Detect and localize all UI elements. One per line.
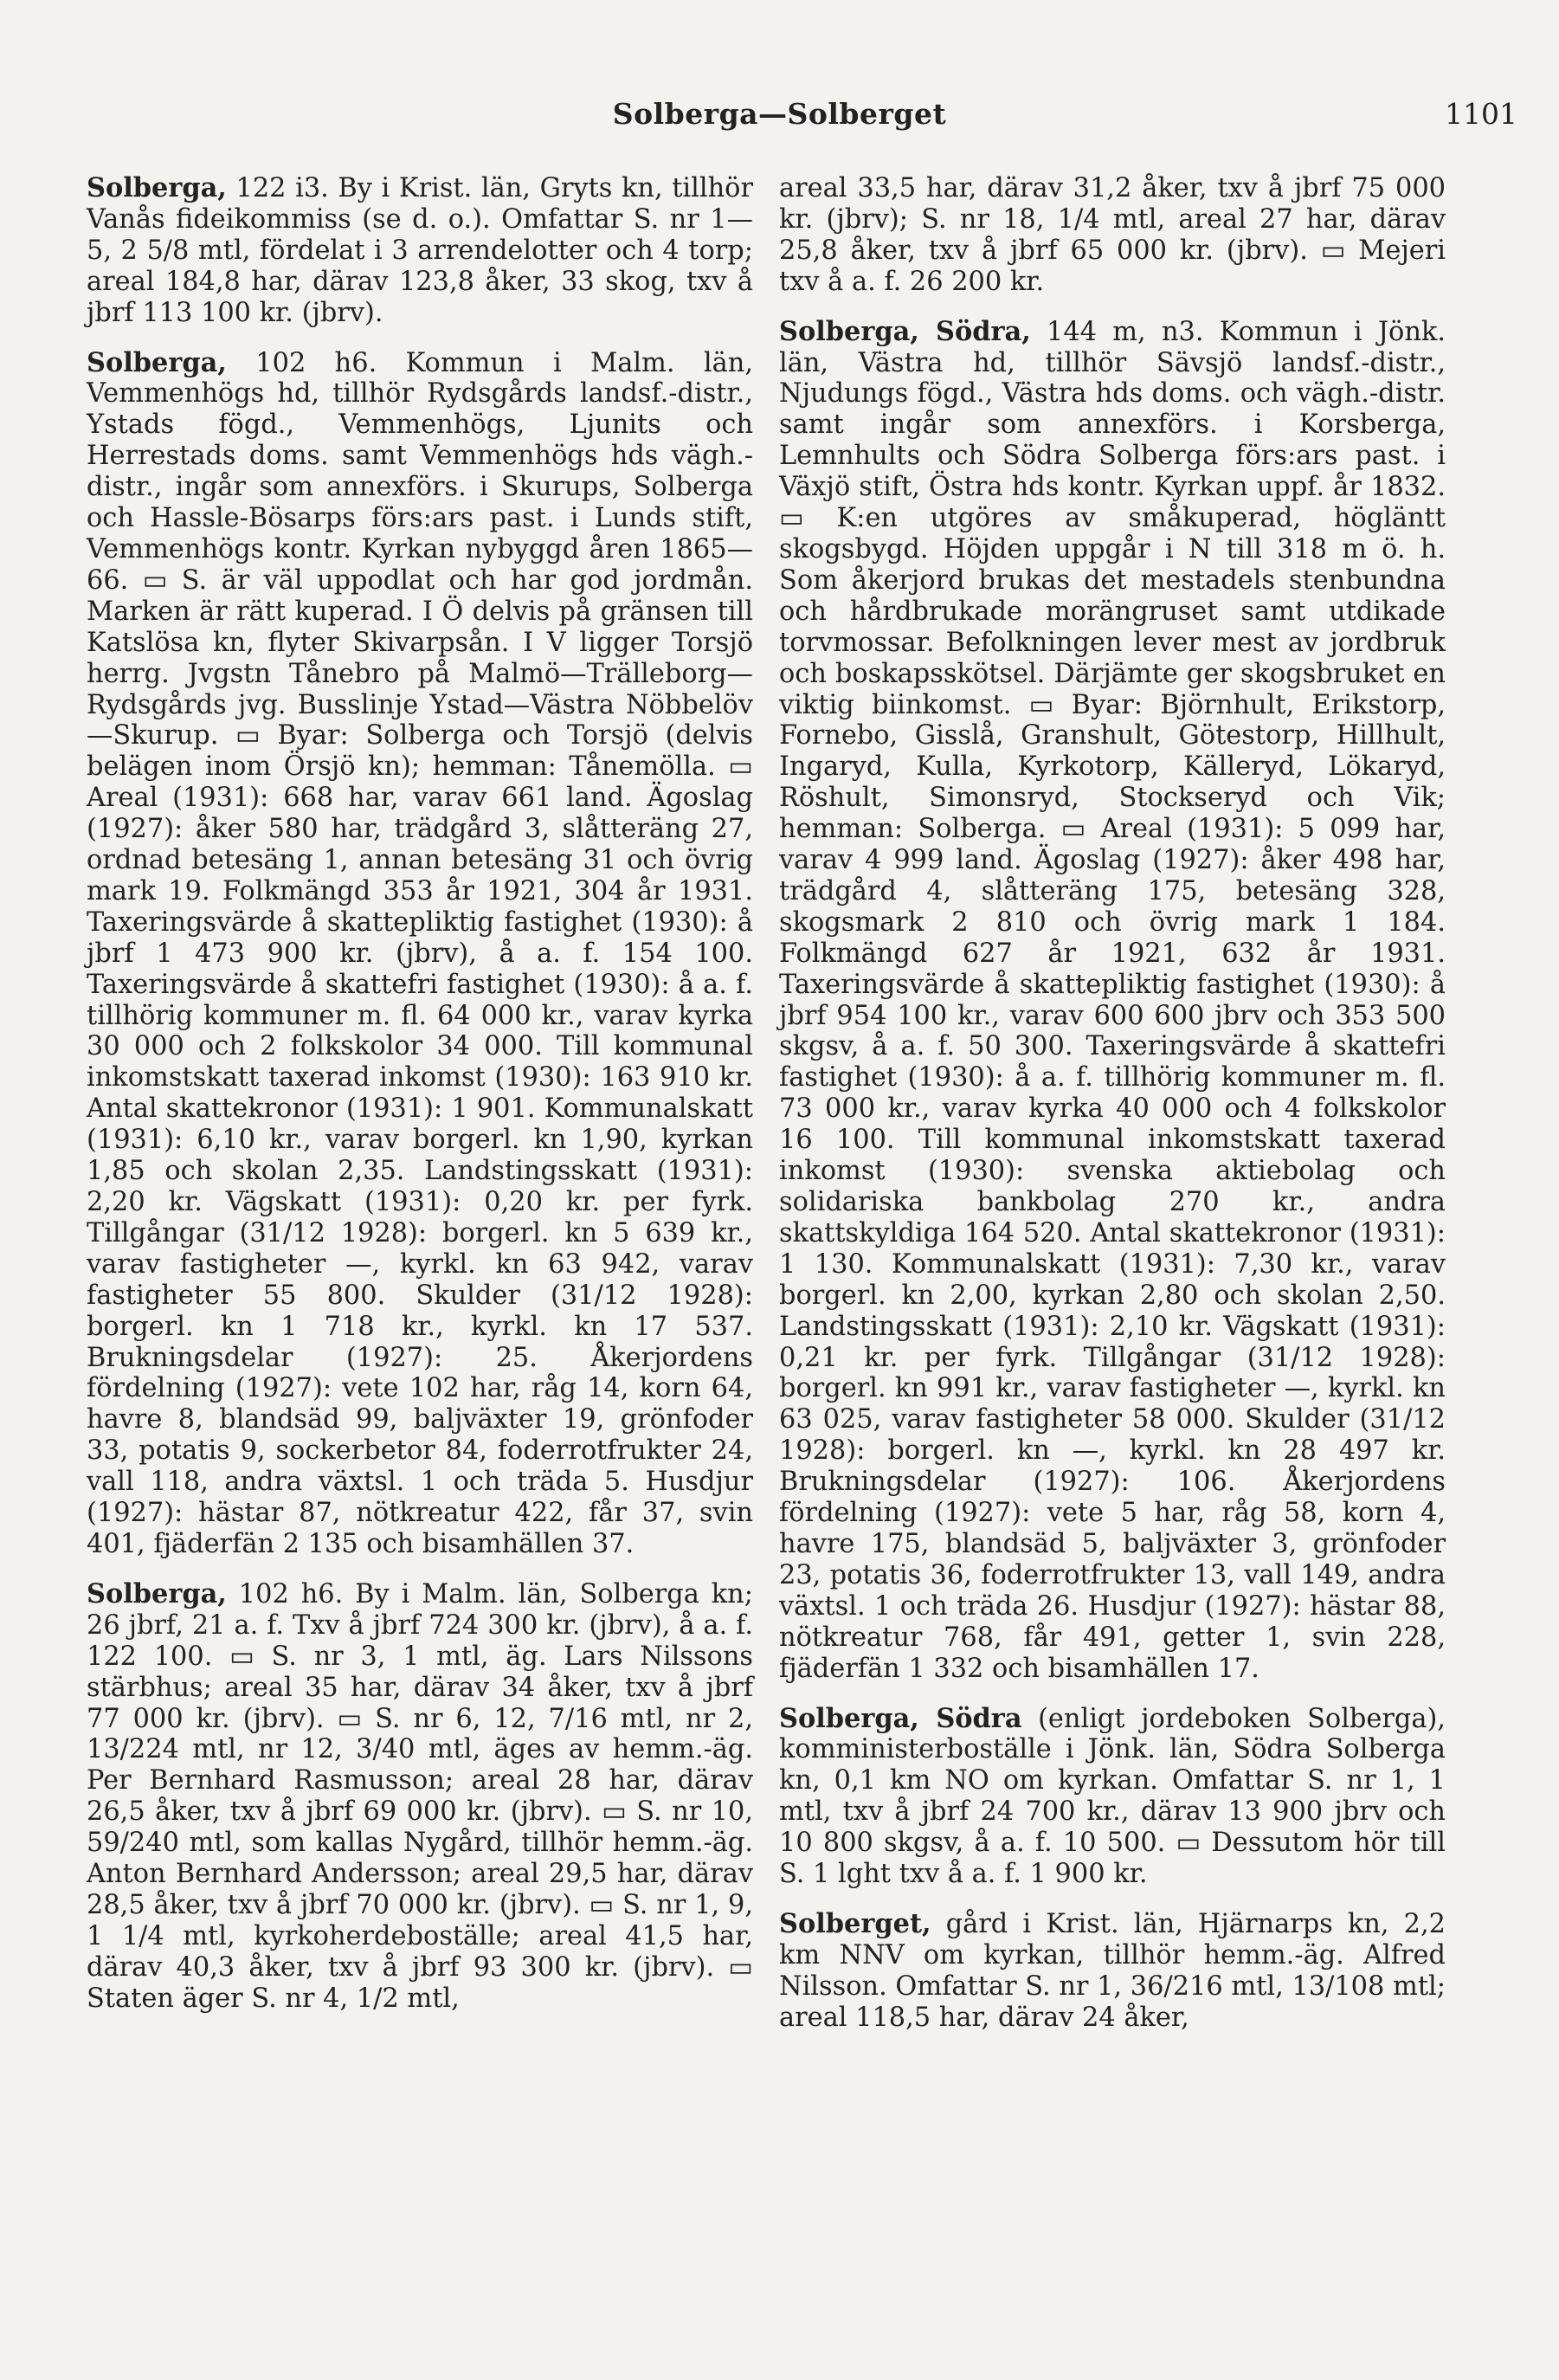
page-header xyxy=(0,97,1559,140)
entry-headword: Solberga, xyxy=(87,1577,227,1609)
running-title: Solberga—Solberget xyxy=(612,97,947,131)
entry-headword: Solberga, Södra, xyxy=(779,315,1031,347)
entry xyxy=(779,1909,1446,2034)
entry xyxy=(779,173,1446,298)
entry-text: 102 h6. Kommun i Malm. län, Vemmenhögs hd, tillhör Rydsgårds landsf.-distr., Ystads fögd., Vemmenhögs, Ljunits och Herrestads doms. samt Vemmenhögs hds vägh.-distr., ingår som annexförs. i Skurups, Solberga och Hassle-Bösarps förs:ars past. i Lunds stift, Vemmenhögs kontr. Kyrkan nybyggd åren 1865—66. ▭ S. är väl uppodlat och har god jordmån. Marken är rätt kuperad. I Ö delvis på gränsen till Katslösa kn, flyter Skivarpsån. I V ligger Torsjö herrg. Jvgstn Tånebro på Malmö—Trälleborg—Rydsgårds jvg. Busslinje Ystad—Västra Nöbbelöv—Skurup. ▭ Byar: Solberga och Torsjö (delvis belägen inom Örsjö kn); hemman: Tånemölla. ▭ Areal (1931): 668 har, varav 661 land. Ägoslag (1927): åker 580 har, trädgård 3, slåtteräng 27, ordnad betesäng 1, annan betesäng 31 och övrig mark 19. Folkmängd 353 år 1921, 304 år 1931. Taxeringsvärde å skattepliktig fastighet (1930): å jbrf 1 473 900 kr. (jbrv), å a. f. 154 100. Taxeringsvärde å skattefri fastighet (1930): å a. f. tillhörig kommuner m. fl. 64 000 kr., varav kyrka 30 000 och 2 folkskolor 34 000. Till kommunal inkomstskatt taxerad inkomst (1930): 163 910 kr. Antal skattekronor (1931): 1 901. Kommunalskatt (1931): 6,10 kr., varav borgerl. kn 1,90, kyrkan 1,85 och skolan 2,35. Landstingsskatt (1931): 2,20 kr. Vägskatt (1931): 0,20 kr. per fyrk. Tillgångar (31/12 1928): borgerl. kn 5 639 kr., varav fastigheter —, kyrkl. kn 63 942, varav fastigheter 55 800. Skulder (31/12 1928): borgerl. kn 1 718 kr., kyrkl. kn 17 537. Brukningsdelar (1927): 25. Åkerjordens fördelning (1927): vete 102 har, råg 14, korn 64, havre 8, blandsäd 99, baljväxter 19, grönfoder 33, potatis 9, sockerbetor 84, foderrotfrukter 24, vall 118, andra växtsl. 1 och träda 5. Husdjur (1927): hästar 87, nötkreatur 422, får 37, svin 401, fjäderfän 2 135 och bisamhällen 37. xyxy=(87,347,753,1559)
left-column xyxy=(87,173,753,2034)
entry xyxy=(87,1579,753,2015)
entry-text: areal 33,5 har, därav 31,2 åker, txv å jbrf 75 000 kr. (jbrv); S. nr 18, 1/4 mtl, areal 27 har, därav 25,8 åker, txv å jbrf 65 000 kr. (jbrv). ▭ Mejeri txv å a. f. 26 200 kr. xyxy=(779,173,1446,297)
entry-text: gård i Krist. län, Hjärnarps kn, 2,2 km NNV om kyrkan, tillhör hemm.-äg. Alfred Nilsson. Omfattar S. nr 1, 36/216 mtl, 13/108 mtl; areal 118,5 har, därav 24 åker, xyxy=(779,1908,1446,2033)
entry xyxy=(779,317,1446,1685)
entry-text: 102 h6. By i Malm. län, Solberga kn; 26 jbrf, 21 a. f. Txv å jbrf 724 300 kr. (jbrv), å a. f. 122 100. ▭ S. nr 3, 1 mtl, äg. Lars Nilssons stärbhus; areal 35 har, därav 34 åker, txv å jbrf 77 000 kr. (jbrv). ▭ S. nr 6, 12, 7/16 mtl, nr 2, 13/224 mtl, nr 12, 3/40 mtl, äges av hemm.-äg. Per Bernhard Rasmusson; areal 28 har, därav 26,5 åker, txv å jbrf 69 000 kr. (jbrv). ▭ S. nr 10, 59/240 mtl, som kallas Nygård, tillhör hemm.-äg. Anton Bernhard Andersson; areal 29,5 har, därav 28,5 åker, txv å jbrf 70 000 kr. (jbrv). ▭ S. nr 1, 9, 1 1/4 mtl, kyrkoherdeboställe; areal 41,5 har, därav 40,3 åker, txv å jbrf 93 300 kr. (jbrv). ▭ Staten äger S. nr 4, 1/2 mtl, xyxy=(87,1578,753,2014)
entry-headword: Solberga, xyxy=(87,172,227,203)
right-column xyxy=(779,173,1446,2053)
entry-text: (enligt jordeboken Solberga), komministerboställe i Jönk. län, Södra Solberga kn, 0,1 km NO om kyrkan. Omfattar S. nr 1, 1 mtl, txv å jbrf 24 700 kr., därav 13 900 jbrv och 10 800 skgsv, å a. f. 10 500. ▭ Dessutom hör till S. 1 lght txv å a. f. 1 900 kr. xyxy=(779,1703,1446,1890)
entry xyxy=(87,348,753,1560)
entry-text: 144 m, n3. Kommun i Jönk. län, Västra hd, tillhör Sävsjö landsf.-distr., Njudungs fögd., Västra hds doms. och vägh.-distr. samt ingår som annexförs. i Korsberga, Lemnhults och Södra Solberga förs:ars past. i Växjö stift, Östra hds kontr. Kyrkan uppf. år 1832. ▭ K:en utgöres av småkuperad, högläntt skogsbygd. Höjden uppgår i N till 318 m ö. h. Som åkerjord brukas det mestadels stenbundna och hårdbrukade morängruset samt utdikade torvmossar. Befolkningen lever mest av jordbruk och boskapsskötsel. Därjämte ger skogsbruket en viktig biinkomst. ▭ Byar: Björnhult, Erikstorp, Fornebo, Gisslå, Granshult, Götestorp, Hillhult, Ingaryd, Kulla, Kyrkotorp, Källeryd, Lökaryd, Röshult, Simonsryd, Stockseryd och Vik; hemman: Solberga. ▭ Areal (1931): 5 099 har, varav 4 999 land. Ägoslag (1927): åker 498 har, trädgård 4, slåtteräng 175, betesäng 328, skogsmark 2 810 och övrig mark 1 184. Folkmängd 627 år 1921, 632 år 1931. Taxeringsvärde å skattepliktig fastighet (1930): å jbrf 954 100 kr., varav 600 600 jbrv och 353 500 skgsv, å a. f. 50 300. Taxeringsvärde å skattefri fastighet (1930): å a. f. tillhörig kommuner m. fl. 73 000 kr., varav kyrka 40 000 och 4 folkskolor 16 100. Till kommunal inkomstskatt taxerad inkomst (1930): svenska aktiebolag och solidariska bankbolag 270 kr., andra skattskyldiga 164 520. Antal skattekronor (1931): 1 130. Kommunalskatt (1931): 7,30 kr., varav borgerl. kn 2,00, kyrkan 2,80 och skolan 2,50. Landstingsskatt (1931): 2,10 kr. Vägskatt (1931): 0,21 kr. per fyrk. Tillgångar (31/12 1928): borgerl. kn 991 kr., varav fastigheter —, kyrkl. kn 63 025, varav fastigheter 58 000. Skulder (31/12 1928): borgerl. kn —, kyrkl. kn 28 497 kr. Brukningsdelar (1927): 106. Åkerjordens fördelning (1927): vete 5 har, råg 58, korn 4, havre 175, blandsäd 5, baljväxter 3, grönfoder 23, potatis 36, foderrotfrukter 13, vall 149, andra växtsl. 1 och träda 26. Husdjur (1927): hästar 88, nötkreatur 768, får 491, getter 1, svin 228, fjäderfän 1 332 och bisamhällen 17. xyxy=(779,316,1446,1684)
entry xyxy=(87,173,753,329)
page-number: 1101 xyxy=(1445,97,1517,131)
entry-headword: Solberga, xyxy=(87,346,227,378)
entry-headword: Solberga, Södra xyxy=(779,1702,1022,1734)
entry-headword: Solberget, xyxy=(779,1907,931,1939)
entry-text: 122 i3. By i Krist. län, Gryts kn, tillhör Vanås fideikommiss (se d. o.). Omfattar S. nr 1—5, 2 5/8 mtl, fördelat i 3 arrendelotter och 4 torp; areal 184,8 har, därav 123,8 åker, 33 skog, txv å jbrf 113 100 kr. (jbrv). xyxy=(87,173,753,328)
entry xyxy=(779,1704,1446,1890)
